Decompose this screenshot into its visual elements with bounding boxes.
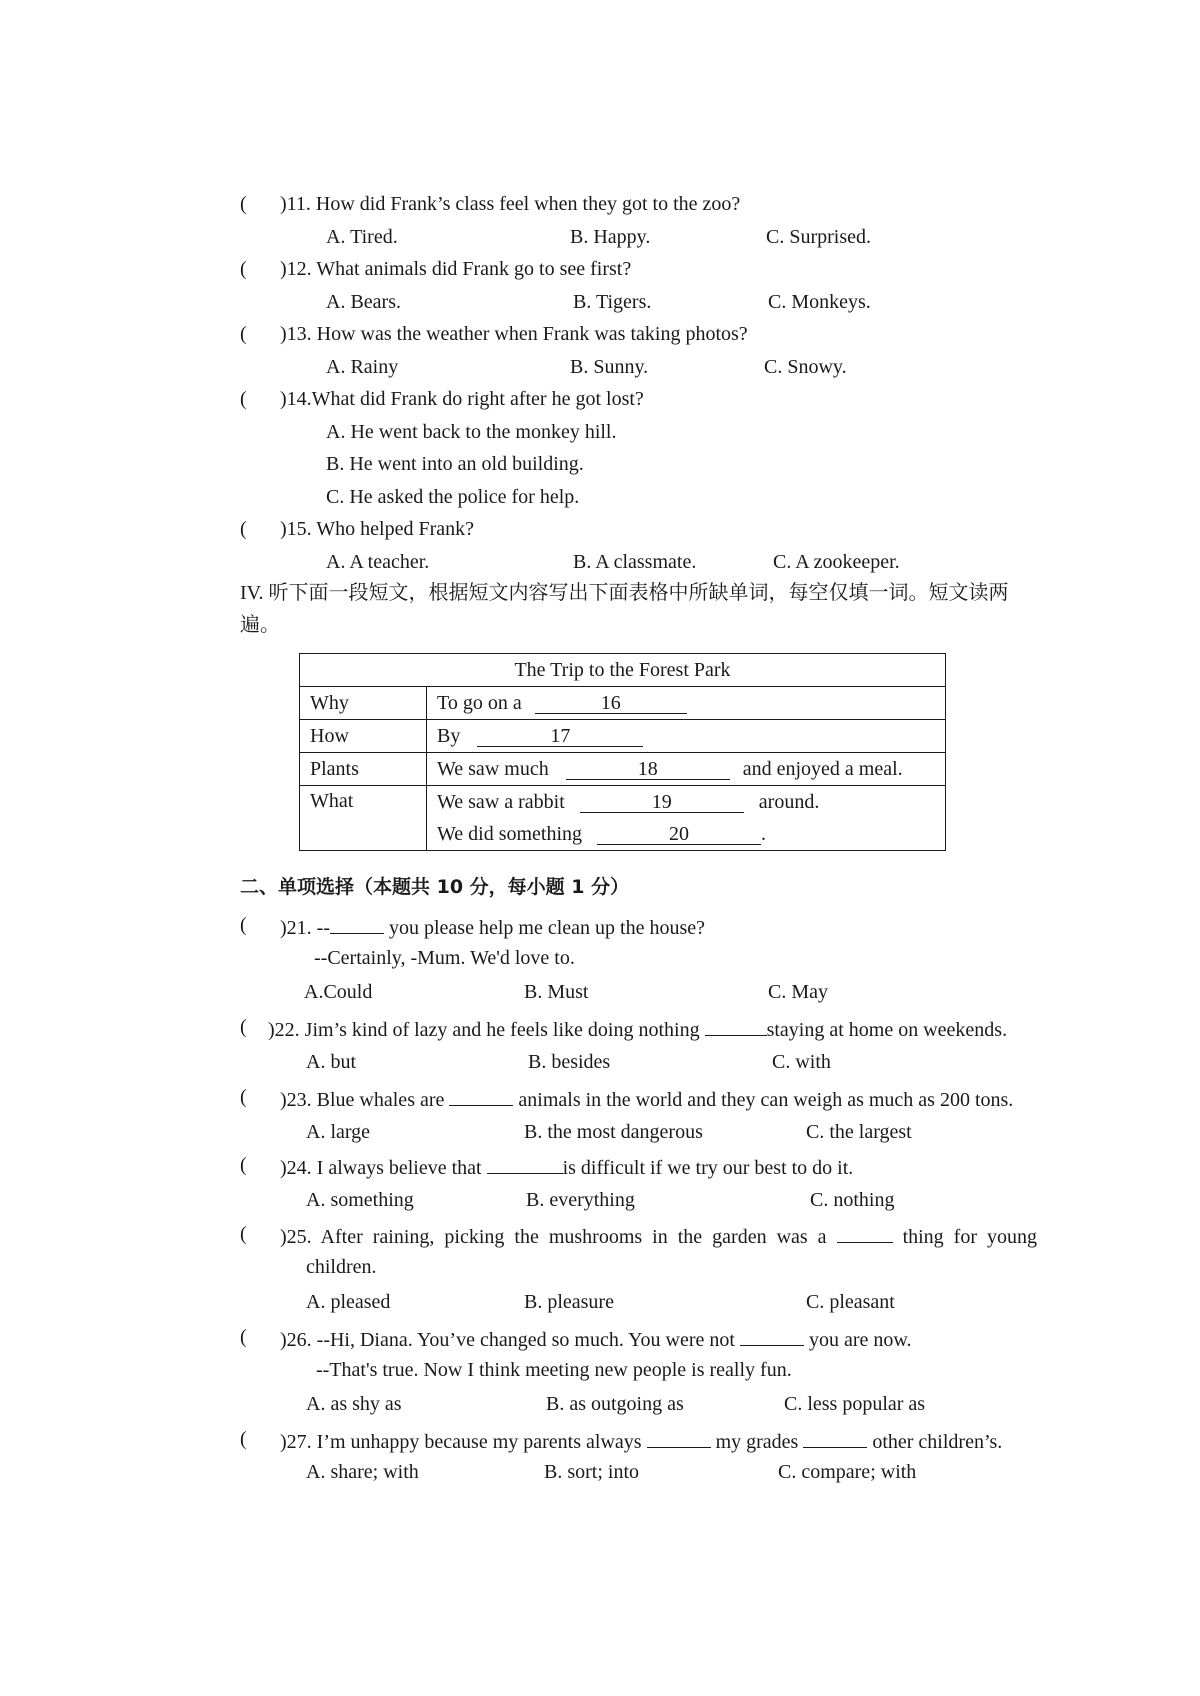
answer-blank bbox=[330, 913, 384, 934]
blank-17: 17 bbox=[477, 726, 643, 747]
stem-part: other children’s. bbox=[867, 1431, 1003, 1453]
question-stem: )12. What animals did Frank go to see first? bbox=[280, 258, 632, 280]
answer-blank bbox=[740, 1325, 804, 1346]
option-b: B. sort; into bbox=[544, 1461, 640, 1483]
answer-blank bbox=[487, 1153, 563, 1174]
option-c: C. Snowy. bbox=[764, 356, 847, 378]
answer-paren: ( bbox=[240, 914, 247, 936]
answer-blank bbox=[705, 1015, 767, 1036]
stem-part: thing for young bbox=[892, 1226, 1037, 1248]
blank-19: 19 bbox=[580, 792, 744, 813]
option-a: A. Tired. bbox=[326, 226, 398, 248]
stem-part: )25. After raining, picking the mushrooms in the garden was a bbox=[280, 1226, 837, 1248]
option-a: A. large bbox=[306, 1121, 371, 1143]
row-key: Plants bbox=[300, 753, 427, 786]
option-c: C. pleasant bbox=[806, 1291, 895, 1313]
question-stem-cont: children. bbox=[306, 1256, 377, 1278]
option-a: A. A teacher. bbox=[326, 551, 430, 573]
row-text: By bbox=[437, 724, 461, 747]
answer-paren: ( bbox=[240, 193, 247, 215]
stem-part: my grades bbox=[710, 1431, 804, 1453]
blank-20: 20 bbox=[597, 824, 761, 845]
answer-paren: ( bbox=[240, 1223, 247, 1245]
table-row bbox=[300, 753, 946, 786]
row-text-after: . bbox=[761, 823, 767, 845]
stem-part: animals in the world and they can weigh as much as 200 tons. bbox=[513, 1089, 1014, 1111]
question-stem: )14.What did Frank do right after he got lost? bbox=[280, 388, 644, 410]
row-text-after: and enjoyed a meal. bbox=[742, 757, 903, 780]
answer-paren: ( bbox=[240, 1016, 247, 1038]
answer-paren: ( bbox=[240, 323, 247, 345]
question-stem: )11. How did Frank’s class feel when they got to the zoo? bbox=[280, 193, 741, 215]
row-text: We saw much bbox=[437, 757, 549, 780]
table-row bbox=[300, 786, 946, 851]
stem-part: is difficult if we try our best to do it. bbox=[562, 1157, 854, 1179]
dialogue-reply: --That's true. Now I think meeting new people is really fun. bbox=[316, 1359, 792, 1381]
option-a: A. Rainy bbox=[326, 356, 399, 378]
answer-blank bbox=[647, 1427, 711, 1448]
answer-blank bbox=[803, 1427, 867, 1448]
row-content bbox=[427, 786, 946, 851]
section-4-heading-line1: IV. 听下面一段短文，根据短文内容写出下面表格中所缺单词，每空仅填一词。短文读两 bbox=[240, 582, 1009, 604]
blank-18: 18 bbox=[566, 759, 730, 780]
answer-paren: ( bbox=[240, 1428, 247, 1450]
section-2-heading: 二、单项选择（本题共 10 分，每小题 1 分） bbox=[240, 876, 630, 898]
answer-paren: ( bbox=[240, 1326, 247, 1348]
option-a: A. pleased bbox=[306, 1291, 391, 1313]
option-a: A. as shy as bbox=[306, 1393, 402, 1415]
answer-paren: ( bbox=[240, 388, 247, 410]
option-a: A. something bbox=[306, 1189, 414, 1211]
option-b: B. as outgoing as bbox=[546, 1393, 684, 1415]
option-a: A.Could bbox=[304, 981, 373, 1003]
option-a: A. Bears. bbox=[326, 291, 401, 313]
stem-part: )24. I always believe that bbox=[280, 1157, 487, 1179]
option-c: C. less popular as bbox=[784, 1393, 926, 1415]
option-c: C. nothing bbox=[810, 1189, 895, 1211]
row-line bbox=[437, 818, 935, 850]
row-text: To go on a bbox=[437, 691, 522, 714]
answer-paren: ( bbox=[240, 1086, 247, 1108]
option-b: B. Happy. bbox=[570, 226, 651, 248]
question-stem bbox=[280, 1325, 912, 1352]
row-text-after: around. bbox=[758, 791, 820, 813]
stem-part: )23. Blue whales are bbox=[280, 1089, 450, 1111]
stem-part: )27. I’m unhappy because my parents always bbox=[280, 1431, 647, 1453]
question-stem bbox=[280, 1153, 853, 1180]
table-title: The Trip to the Forest Park bbox=[300, 654, 946, 687]
row-key: Why bbox=[300, 687, 427, 720]
row-text: We saw a rabbit bbox=[437, 791, 565, 813]
option-a: A. but bbox=[306, 1051, 356, 1073]
stem-part: you are now. bbox=[803, 1329, 912, 1351]
question-stem bbox=[280, 913, 705, 940]
trip-table bbox=[299, 653, 946, 851]
stem-part: you please help me clean up the house? bbox=[383, 917, 705, 939]
option-c: C. compare; with bbox=[778, 1461, 917, 1483]
question-stem bbox=[280, 1427, 1002, 1454]
answer-blank bbox=[837, 1222, 893, 1243]
row-key: What bbox=[300, 786, 427, 851]
table-row bbox=[300, 687, 946, 720]
row-key: How bbox=[300, 720, 427, 753]
stem-part: )26. --Hi, Diana. You’ve changed so much. You were not bbox=[280, 1329, 740, 1351]
option-b: B. pleasure bbox=[524, 1291, 614, 1313]
option-c: C. with bbox=[772, 1051, 831, 1073]
row-line bbox=[437, 786, 935, 818]
section-4-heading bbox=[240, 578, 1009, 608]
option-c: C. May bbox=[768, 981, 828, 1003]
row-text: We did something bbox=[437, 823, 583, 845]
question-stem: )13. How was the weather when Frank was taking photos? bbox=[280, 323, 748, 345]
option-b: B. Must bbox=[524, 981, 589, 1003]
answer-paren: ( bbox=[240, 1154, 247, 1176]
table-row bbox=[300, 720, 946, 753]
option-c: C. A zookeeper. bbox=[773, 551, 900, 573]
option-c: C. Surprised. bbox=[766, 226, 871, 248]
stem-part: staying at home on weekends. bbox=[766, 1019, 1008, 1041]
option-b: B. A classmate. bbox=[573, 551, 697, 573]
section-4-heading-cont bbox=[240, 610, 280, 640]
option-b: B. everything bbox=[526, 1189, 635, 1211]
option-b: B. Sunny. bbox=[570, 356, 649, 378]
question-stem bbox=[280, 1085, 1013, 1112]
answer-paren: ( bbox=[240, 258, 247, 280]
option-c: C. Monkeys. bbox=[768, 291, 871, 313]
answer-paren: ( bbox=[240, 518, 247, 540]
option-b: B. He went into an old building. bbox=[326, 453, 584, 475]
option-b: B. besides bbox=[528, 1051, 611, 1073]
option-a: A. share; with bbox=[306, 1461, 419, 1483]
option-a: A. He went back to the monkey hill. bbox=[326, 421, 617, 443]
table-title-row bbox=[300, 654, 946, 687]
dialogue-reply: --Certainly, -Mum. We'd love to. bbox=[314, 947, 575, 969]
option-c: C. the largest bbox=[806, 1121, 912, 1143]
row-content bbox=[427, 720, 946, 753]
question-stem bbox=[280, 1222, 1037, 1249]
stem-part: )22. Jim’s kind of lazy and he feels like doing nothing bbox=[268, 1019, 705, 1041]
question-stem bbox=[268, 1015, 1007, 1042]
section-4-heading-line2: 遍。 bbox=[240, 614, 280, 636]
option-c: C. He asked the police for help. bbox=[326, 486, 580, 508]
stem-part: )21. -- bbox=[280, 917, 330, 939]
question-stem: )15. Who helped Frank? bbox=[280, 518, 475, 540]
answer-blank bbox=[449, 1085, 513, 1106]
blank-16: 16 bbox=[535, 693, 687, 714]
row-content bbox=[427, 687, 946, 720]
option-b: B. Tigers. bbox=[573, 291, 652, 313]
option-b: B. the most dangerous bbox=[524, 1121, 703, 1143]
row-content bbox=[427, 753, 946, 786]
